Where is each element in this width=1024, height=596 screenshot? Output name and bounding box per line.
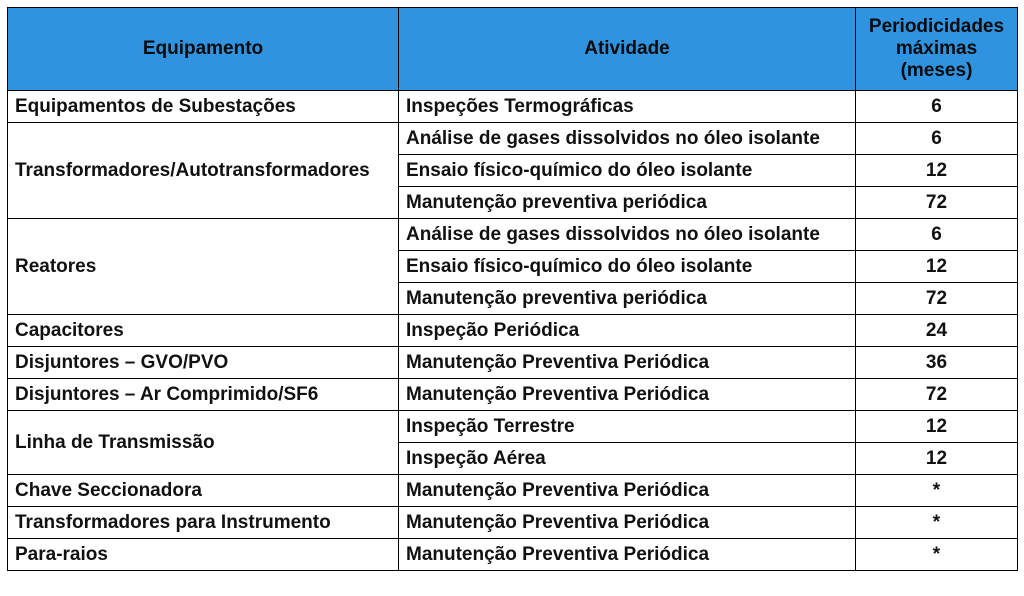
activity-cell: Ensaio físico-químico do óleo isolante — [399, 251, 856, 283]
activity-cell: Manutenção Preventiva Periódica — [399, 379, 856, 411]
period-cell: 12 — [856, 411, 1018, 443]
period-cell: 12 — [856, 443, 1018, 475]
header-row — [8, 8, 1018, 91]
table-row — [8, 315, 1018, 347]
table-row — [8, 507, 1018, 539]
equipment-cell: Transformadores/Autotransformadores — [8, 123, 399, 219]
table-row — [8, 411, 1018, 443]
table-row — [8, 219, 1018, 251]
equipment-cell: Chave Seccionadora — [8, 475, 399, 507]
table-row — [8, 539, 1018, 571]
period-cell: 36 — [856, 347, 1018, 379]
activity-cell: Manutenção Preventiva Periódica — [399, 347, 856, 379]
period-cell: 12 — [856, 251, 1018, 283]
period-cell: 72 — [856, 283, 1018, 315]
activity-cell: Inspeção Periódica — [399, 315, 856, 347]
equipment-cell: Para-raios — [8, 539, 399, 571]
activity-cell: Manutenção Preventiva Periódica — [399, 475, 856, 507]
header-atividade: Atividade — [399, 8, 856, 91]
activity-cell: Ensaio físico-químico do óleo isolante — [399, 155, 856, 187]
table-row — [8, 475, 1018, 507]
equipment-cell: Disjuntores – Ar Comprimido/SF6 — [8, 379, 399, 411]
equipment-cell: Disjuntores – GVO/PVO — [8, 347, 399, 379]
table-row — [8, 347, 1018, 379]
maintenance-table — [7, 7, 1018, 571]
period-cell: 6 — [856, 91, 1018, 123]
activity-cell: Manutenção Preventiva Periódica — [399, 507, 856, 539]
activity-cell: Manutenção preventiva periódica — [399, 283, 856, 315]
table-row — [8, 91, 1018, 123]
period-cell: * — [856, 475, 1018, 507]
activity-cell: Análise de gases dissolvidos no óleo isolante — [399, 123, 856, 155]
period-cell: 6 — [856, 123, 1018, 155]
table-header — [8, 8, 1018, 91]
header-periodicidade: Periodicidades máximas (meses) — [856, 8, 1018, 91]
period-cell: 24 — [856, 315, 1018, 347]
equipment-cell: Transformadores para Instrumento — [8, 507, 399, 539]
table-row — [8, 123, 1018, 155]
activity-cell: Inspeção Terrestre — [399, 411, 856, 443]
period-cell: * — [856, 539, 1018, 571]
equipment-cell: Capacitores — [8, 315, 399, 347]
period-cell: 12 — [856, 155, 1018, 187]
equipment-cell: Linha de Transmissão — [8, 411, 399, 475]
period-cell: 72 — [856, 187, 1018, 219]
activity-cell: Inspeção Aérea — [399, 443, 856, 475]
table-body — [8, 91, 1018, 571]
header-equipamento: Equipamento — [8, 8, 399, 91]
equipment-cell: Reatores — [8, 219, 399, 315]
activity-cell: Análise de gases dissolvidos no óleo isolante — [399, 219, 856, 251]
activity-cell: Manutenção Preventiva Periódica — [399, 539, 856, 571]
equipment-cell: Equipamentos de Subestações — [8, 91, 399, 123]
period-cell: 72 — [856, 379, 1018, 411]
period-cell: * — [856, 507, 1018, 539]
table-row — [8, 379, 1018, 411]
activity-cell: Inspeções Termográficas — [399, 91, 856, 123]
period-cell: 6 — [856, 219, 1018, 251]
activity-cell: Manutenção preventiva periódica — [399, 187, 856, 219]
